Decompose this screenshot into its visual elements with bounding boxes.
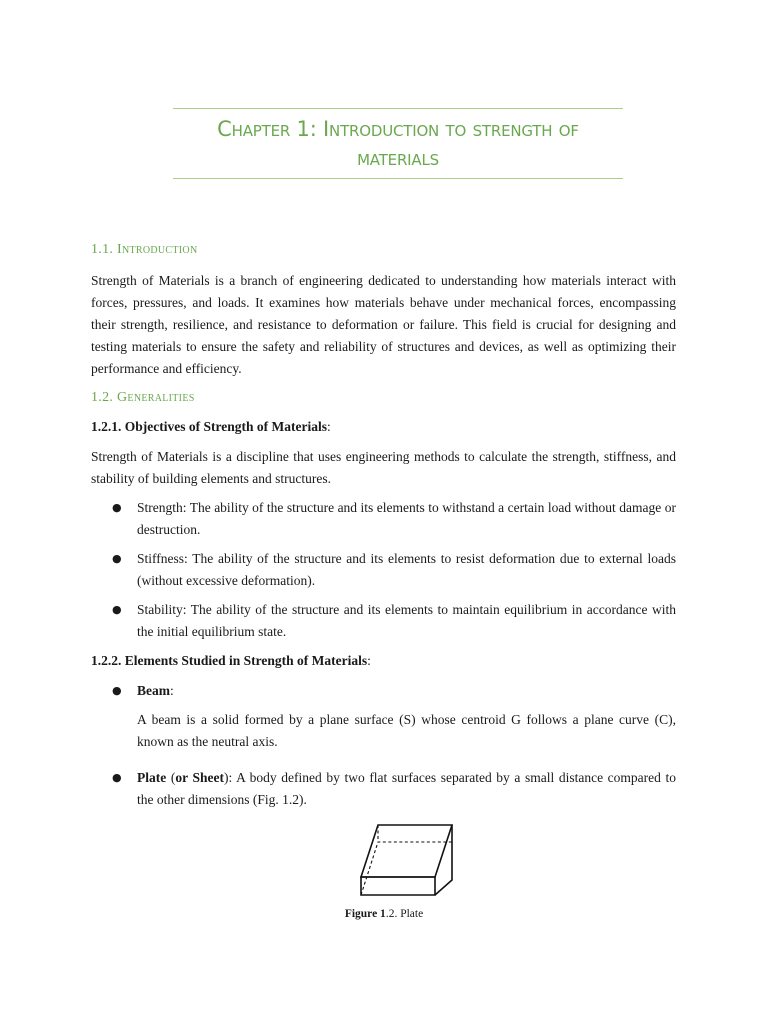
main-content <box>91 239 676 811</box>
bullet-icon: ● <box>112 771 122 784</box>
list-item-plate <box>91 767 676 811</box>
intro-paragraph: Strength of Materials is a branch of engineering dedicated to understanding how materials interact with forces, pressures, and loads. It examines how materials behave under mechanical forces, encompassing their strength, resilience, and resistance to deformation or failure. This field is crucial for designing and testing materials to ensure the safety and reliability of structures and devices, as well as optimizing their performance and efficiency. <box>91 273 676 376</box>
list-item-text: Stability: The ability of the structure and its elements to maintain equilibrium in accordance with the initial equilibrium state. <box>137 602 676 639</box>
list-item <box>91 548 676 592</box>
objectives-list <box>91 497 676 643</box>
bullet-icon: ● <box>112 552 122 565</box>
chapter-title-line2: materials <box>357 146 439 170</box>
beam-label: Beam <box>137 683 170 698</box>
section-heading-generalities: 1.2. Generalities <box>91 390 195 405</box>
subsection-heading-objectives <box>91 416 676 438</box>
figure-caption <box>0 906 768 922</box>
plate-definition: ): A body defined by two flat surfaces separated by a small distance compared to the other dimensions (Fig. 1.2). <box>137 770 677 807</box>
objectives-paragraph: Strength of Materials is a discipline that uses engineering methods to calculate the strength, stiffness, and stability of building elements and structures. <box>91 449 676 486</box>
plate-label-alt: or Sheet <box>175 770 224 785</box>
bullet-icon: ● <box>112 603 122 616</box>
elements-list <box>91 680 676 702</box>
chapter-title-line1: Chapter 1: Introduction to strength of <box>217 117 579 141</box>
elements-title: Elements Studied in Strength of Materials <box>124 653 368 668</box>
plate-label: Plate <box>137 770 167 785</box>
chapter-title <box>173 109 623 173</box>
objectives-number: 1.2.1. <box>91 419 125 434</box>
list-item <box>91 497 676 541</box>
bullet-icon: ● <box>112 501 122 514</box>
list-item-text: Stiffness: The ability of the structure and its elements to resist deformation due to external loads (without excessive deformation). <box>137 551 676 588</box>
objectives-suffix: : <box>326 419 331 434</box>
list-item <box>91 599 676 643</box>
list-item-beam <box>91 680 676 702</box>
figure-caption-label: Figure 1 <box>344 908 386 920</box>
chapter-header <box>173 108 623 179</box>
elements-suffix: : <box>367 653 371 668</box>
subsection-heading-elements <box>91 650 676 672</box>
beam-suffix: : <box>170 683 174 698</box>
plate-label-paren: ( <box>166 770 176 785</box>
list-item-text: Strength: The ability of the structure and its elements to withstand a certain load without damage or destruction. <box>137 500 676 537</box>
bullet-icon: ● <box>112 684 122 697</box>
elements-number: 1.2.2. <box>91 653 125 668</box>
beam-definition: A beam is a solid formed by a plane surface (S) whose centroid G follows a plane curve (C), known as the neutral axis. <box>137 712 676 749</box>
elements-list-plate <box>91 767 676 811</box>
figure-caption-text: .2. Plate <box>385 908 424 920</box>
plate-figure <box>358 822 458 898</box>
objectives-title: Objectives of Strength of Materials <box>124 419 327 434</box>
section-heading-introduction: 1.1. Introduction <box>91 242 198 257</box>
plate-drawing-icon <box>358 822 458 898</box>
